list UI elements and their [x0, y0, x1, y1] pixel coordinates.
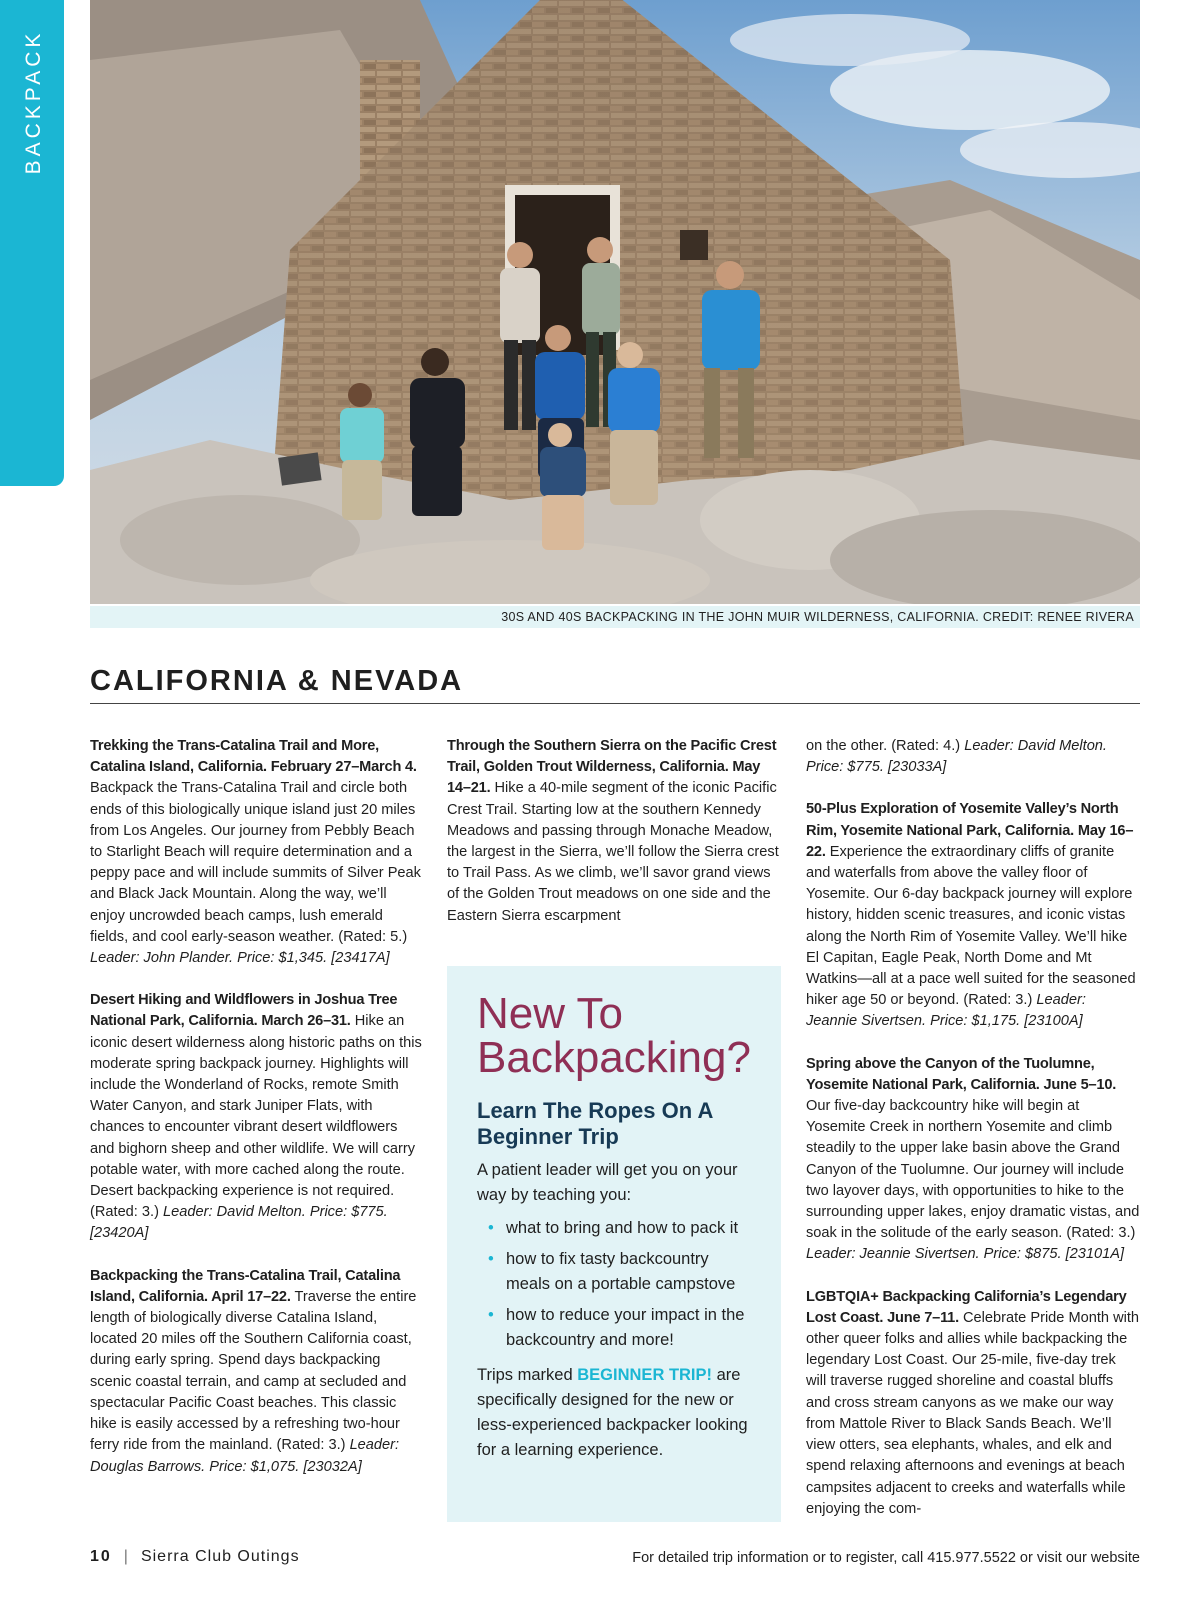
column-1: [90, 736, 422, 1499]
beginner-callout-box: [447, 966, 781, 1522]
trip-leader-price: Leader: Douglas Barrows. Price: $1,075. [23032A]: [90, 1437, 400, 1475]
callout-intro: A patient leader will get you on your way by teaching you:: [477, 1161, 738, 1204]
beginner-trip-highlight: BEGINNER TRIP!: [577, 1366, 713, 1384]
trip-leader-price: Leader: David Melton. Price: $775. [23420A]: [90, 1204, 388, 1242]
trip-listing-continued: [806, 736, 1140, 778]
trip-heading: Trekking the Trans-Catalina Trail and More, Catalina Island, California. February 27–March 4.: [90, 738, 417, 776]
trip-listing: [806, 1287, 1140, 1520]
trip-body: Hike an iconic desert wilderness along historic paths on this moderate spring backpack journey. Highlights will include the Wonderland of Rocks, remote Smith Water Canyon, and stark Juniper Flats, with chances to encounter vibrant desert wildflowers and bighorn sheep and other wildlife. We will carry potable water, with more cached along the route. Desert backpacking experience is not required. (Rated: 3.): [90, 1013, 422, 1221]
trip-body: Our five-day backcountry hike will begin at Yosemite Creek in northern Yosemite and climb steadily to the upper lake basin above the Grand Canyon of the Tuolumne. Our journey will include two layover days, with opportunities to hike to the surrounding upper lakes, enjoy dramatic vistas, and soak in the solitude of the early season. (Rated: 3.): [806, 1098, 1140, 1242]
callout-subtitle: Learn The Ropes On A Beginner Trip: [477, 1098, 713, 1149]
trip-listing: [90, 990, 422, 1244]
trip-heading: LGBTQIA+ Backpacking California’s Legendary Lost Coast. June 7–11.: [806, 1288, 1127, 1326]
footer-separator: |: [123, 1548, 129, 1565]
trip-heading: Through the Southern Sierra on the Pacific Crest Trail, Golden Trout Wilderness, California. May 14–21.: [447, 738, 777, 797]
publication-name: Sierra Club Outings: [140, 1548, 300, 1565]
trip-body: Experience the extraordinary cliffs of granite and waterfalls from above the valley floor of Yosemite. Our 6-day backpack journey will explore history, hidden scenic treasures, and iconic vistas along the North Rim of Yosemite Valley. We’ll hike El Capitan, Eagle Peak, North Dome and Mt Watkins—all at a pace well suited for the seasoned hiker age 50 or beyond. (Rated: 3.): [806, 843, 1136, 1009]
trip-body: Backpack the Trans-Catalina Trail and circle both ends of this biologically unique island just 20 miles from Los Angeles. Our journey from Pebbly Beach to Starlight Beach will require determination and a peppy pace and will include summits of Silver Peak and Black Jack Mountain. Along the way, we’ll enjoy uncrowded beach camps, lush emerald fields, and cool early-season weather. (Rated: 5.): [90, 780, 421, 945]
callout-bullet: • what to bring and how to pack it: [477, 1216, 753, 1241]
trip-heading: Desert Hiking and Wildflowers in Joshua Tree National Park, California. March 26–31.: [90, 992, 398, 1030]
callout-title: New To Backpacking?: [477, 989, 751, 1082]
section-title: CALIFORNIA & NEVADA: [90, 665, 464, 697]
callout-outro: Trips marked BEGINNER TRIP! are specifically designed for the new or less-experienced backpacker looking for a learning experience.: [477, 1366, 748, 1459]
trip-heading: 50-Plus Exploration of Yosemite Valley’s North Rim, Yosemite National Park, California. May 16–22.: [806, 801, 1134, 860]
trip-leader-price: Leader: John Plander. Price: $1,345. [23417A]: [90, 950, 390, 967]
trip-listing: [447, 736, 779, 927]
group-photo-illustration: [90, 0, 1140, 604]
trip-body: Hike a 40-mile segment of the iconic Pacific Crest Trail. Starting low at the southern Kennedy Meadows and passing through Monache Meadow, the largest in the Sierra, we’ll follow the Sierra crest to Trail Pass. As we climb, we’ll savor grand views of the Golden Trout meadows on one side and the Eastern Sierra escarpment: [447, 780, 779, 924]
section-divider: [90, 703, 1140, 704]
column-3: [806, 736, 1140, 1541]
bullet-dot-icon: •: [488, 1250, 494, 1268]
trip-leader-price: Leader: David Melton. Price: $775. [23033A]: [806, 738, 1107, 776]
bullet-dot-icon: •: [488, 1306, 494, 1324]
trip-body: on the other. (Rated: 4.): [806, 738, 961, 754]
callout-bullet-list: [477, 1216, 753, 1353]
column-2: [447, 736, 779, 948]
photo-caption: 30S AND 40S BACKPACKING IN THE JOHN MUIR WILDERNESS, CALIFORNIA. CREDIT: RENEE RIVERA: [90, 606, 1140, 628]
footer-contact-info: For detailed trip information or to register, call 415.977.5522 or visit our website: [632, 1550, 1140, 1566]
section-side-tab: [0, 0, 64, 486]
trip-leader-price: Leader: Jeannie Sivertsen. Price: $1,175. [23100A]: [806, 992, 1086, 1030]
trip-leader-price: Leader: Jeannie Sivertsen. Price: $875. [23101A]: [806, 1246, 1125, 1263]
trip-listing: [806, 1054, 1140, 1266]
callout-bullet: • how to fix tasty backcountry meals on a portable campstove: [477, 1247, 753, 1297]
trip-listing: [90, 736, 422, 969]
page-footer-left: [90, 1548, 300, 1566]
trip-listing: [806, 799, 1140, 1032]
trip-body: Traverse the entire length of biologically diverse Catalina Island, located 20 miles off the Southern California coast, during early spring. Spend days backpacking scenic coastal terrain, and camp at secluded and spectacular Pacific Coast beaches. This classic hike is easily accessed by a refreshing two-hour ferry ride from the mainland. (Rated: 3.): [90, 1288, 417, 1454]
trip-listing: [90, 1266, 422, 1478]
trip-heading: Spring above the Canyon of the Tuolumne, Yosemite National Park, California. June 5–10.: [806, 1055, 1117, 1093]
trip-heading: Backpacking the Trans-Catalina Trail, Catalina Island, California. April 17–22.: [90, 1267, 401, 1305]
hero-photo: [90, 0, 1140, 604]
trip-body: Celebrate Pride Month with other queer folks and allies while backpacking the legendary Lost Coast. Our 25-mile, five-day trek will traverse rugged shoreline and coastal bluffs and cross stream canyons as we make our way from Mattole River to Black Sands Beach. We’ll view otters, sea elephants, whales, and elk and spend relaxing afternoons and evenings at beach campsites adjacent to creeks and waterfalls while enjoying the com-: [806, 1309, 1140, 1517]
bullet-dot-icon: •: [488, 1219, 494, 1237]
page-number: 10: [90, 1548, 112, 1565]
side-tab-label: BACKPACK: [22, 29, 45, 175]
callout-bullet: • how to reduce your impact in the backcountry and more!: [477, 1303, 753, 1353]
